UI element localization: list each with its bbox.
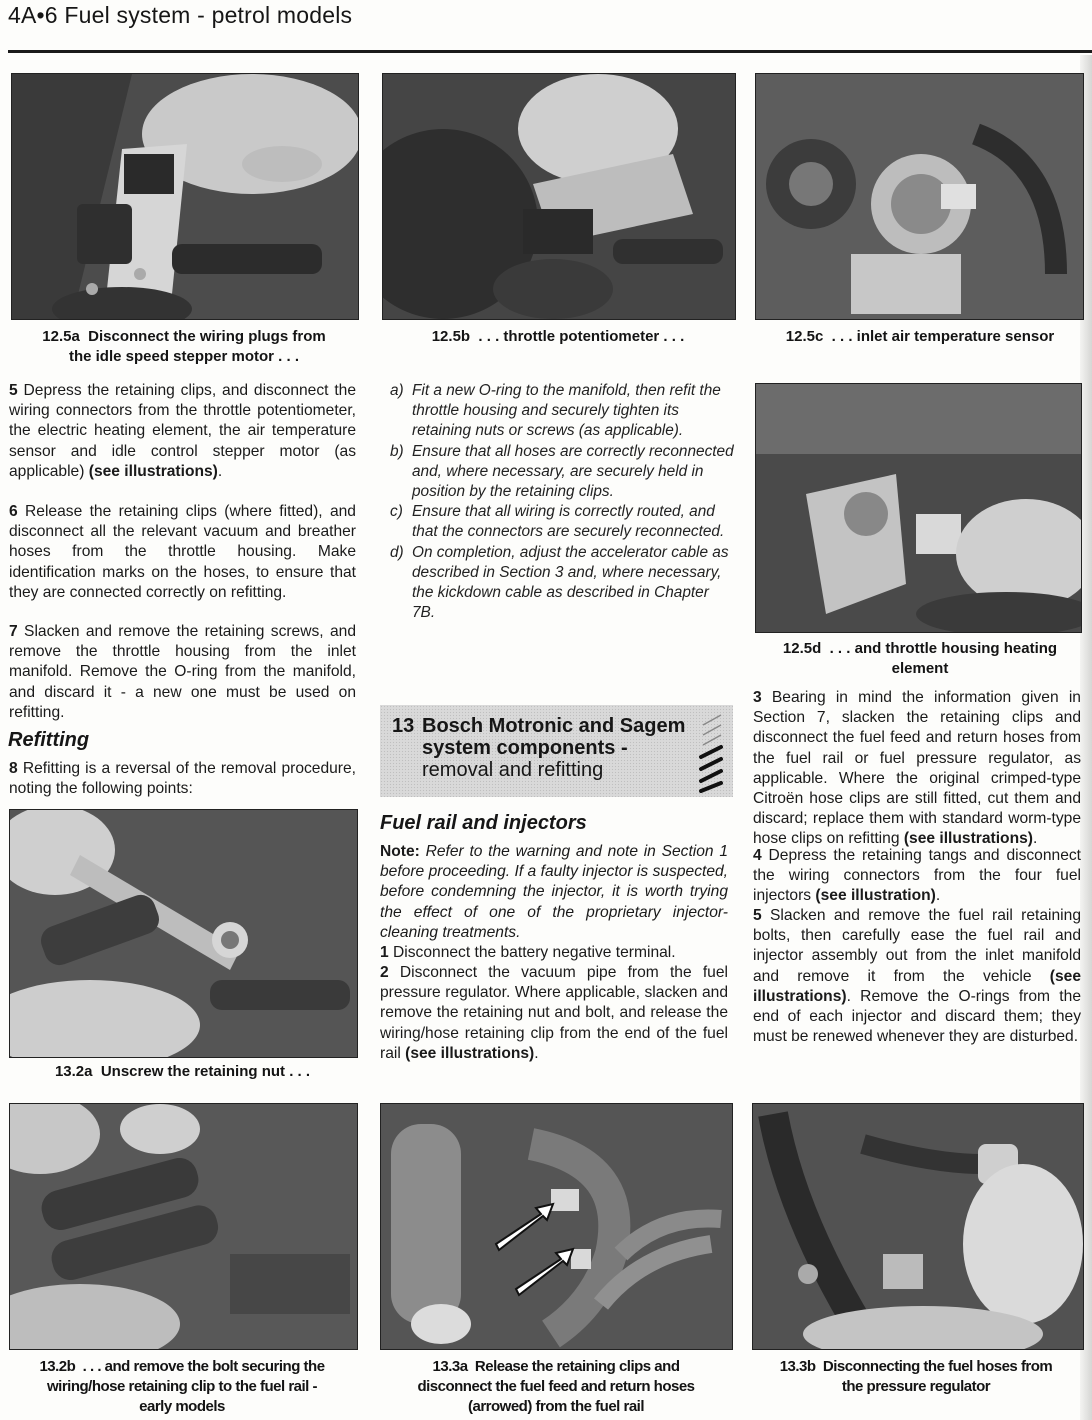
paragraph-5-col3	[753, 906, 1081, 1047]
section-13-heading-box	[380, 705, 733, 797]
list-text: Ensure that all wiring is correctly routed, and that the connectors are securely reconnected.	[412, 503, 725, 541]
step-text: Depress the retaining clips, and disconnect the wiring connectors from the throttle potentiometer, the electric heating element, the air temperature sensor and idle control stepper motor (as applicable)	[9, 382, 356, 480]
section-title-line: system components -	[422, 737, 628, 759]
step-text: Disconnect the battery negative terminal.	[393, 944, 676, 961]
punctuation: .	[1032, 830, 1038, 848]
list-label: c)	[390, 503, 403, 521]
caption-12-5c	[755, 327, 1085, 347]
spanner-difficulty-icon	[697, 711, 727, 793]
engine-photo-icon	[753, 1104, 1083, 1349]
caption-number: 12.5a	[42, 328, 80, 345]
step-text: Release the retaining clips (where fitted), and disconnect all the relevant vacuum and breather hoses from the throttle housing. Make identification marks on the hoses, to ensure that they are connected correctly on refitting.	[9, 503, 356, 601]
caption-13-3b	[750, 1357, 1082, 1397]
step-number: 2	[380, 964, 389, 981]
paragraph-5-col1	[9, 381, 356, 482]
caption-text: early models	[139, 1398, 225, 1415]
engine-photo-icon	[383, 74, 735, 319]
paragraph-4-col3	[753, 846, 1081, 907]
section-title-line: removal and refitting	[422, 759, 604, 781]
caption-number: 13.2b	[39, 1358, 76, 1375]
caption-13-2a	[9, 1062, 356, 1082]
caption-number: 12.5b	[431, 328, 471, 345]
caption-text: . . . and remove the bolt securing the	[82, 1358, 325, 1375]
step-number: 4	[753, 847, 762, 864]
section-title-line: Bosch Motronic and Sagem	[422, 715, 686, 737]
illustration-reference: (see illustration)	[815, 887, 936, 905]
caption-text: . . . inlet air temperature sensor	[831, 328, 1055, 345]
illustration-reference: (see illustrations)	[88, 462, 218, 480]
caption-text: (arrowed) from the fuel rail	[467, 1398, 645, 1415]
caption-12-5b	[382, 327, 734, 347]
caption-text: wiring/hose retaining clip to the fuel rail -	[46, 1378, 318, 1395]
paragraph-8-col1	[9, 759, 356, 799]
caption-text: disconnect the fuel feed and return hoses	[417, 1378, 695, 1395]
photo-13-3b	[752, 1103, 1084, 1350]
step-number: 5	[9, 382, 18, 399]
photo-12-5b	[382, 73, 736, 320]
step-text: Bearing in mind the information given in Section 7, slacken the retaining clips and disconnect the fuel feed and return hoses from the fuel rail or fuel pressure regulator, as applicable. Where the original crimped-type Citroën hose clips are still fitted, cut them and discard; replace them with standard worm-type hose clips on refitting	[753, 689, 1081, 848]
list-text: Ensure that all hoses are correctly reconnected and, where necessary, are securely held in position by the retaining clips.	[412, 442, 734, 501]
engine-photo-icon	[12, 74, 358, 319]
caption-text: the pressure regulator	[841, 1378, 991, 1395]
step-number: 8	[9, 760, 18, 777]
step-number: 3	[753, 689, 762, 706]
caption-number: 12.5d	[782, 640, 822, 657]
caption-text: Disconnect the wiring plugs from	[88, 328, 326, 345]
caption-number: 13.2a	[54, 1063, 93, 1080]
photo-12-5d	[755, 383, 1082, 633]
punctuation: .	[217, 462, 223, 480]
paragraph-6-col1	[9, 502, 356, 603]
engine-photo-icon	[10, 810, 357, 1057]
step-text: Slacken and remove the retaining screws, and remove the throttle housing from the inlet manifold. Remove the O-ring from the manifold, and discard it - a new one must be used on refitting.	[9, 623, 356, 721]
caption-12-5d	[755, 639, 1085, 679]
illustration-reference: (see illustrations)	[405, 1044, 535, 1062]
illustration-reference: (see illustrations)	[903, 830, 1033, 848]
caption-13-2b	[4, 1357, 360, 1417]
note-label: Note:	[380, 843, 420, 860]
caption-text: . . . and throttle housing heating	[829, 640, 1058, 657]
caption-13-3a	[374, 1357, 738, 1417]
engine-photo-icon	[756, 74, 1083, 319]
step-number: 7	[9, 623, 18, 640]
engine-photo-icon	[756, 384, 1081, 632]
list-item	[390, 442, 735, 503]
step-text: Depress the retaining tangs and disconnect the wiring connectors from the four fuel injectors	[753, 847, 1081, 905]
header-rule	[8, 50, 1092, 53]
list-item	[390, 543, 735, 624]
step-text: Slacken and remove the fuel rail retaining bolts, then carefully ease the fuel rail and injector assembly out from the inlet manifold and remove it from the vehicle	[753, 907, 1081, 985]
list-item	[390, 502, 735, 542]
photo-12-5c	[755, 73, 1084, 320]
page-header-title: 4A•6 Fuel system - petrol models	[8, 2, 353, 28]
list-item	[390, 381, 735, 442]
fuel-rail-heading: Fuel rail and injectors	[380, 812, 587, 834]
list-label: d)	[390, 543, 404, 561]
caption-12-5a	[11, 327, 357, 367]
caption-text: . . . throttle potentiometer . . .	[478, 328, 685, 345]
list-text: On completion, adjust the accelerator cable as described in Section 3 and, where necessary, the kickdown cable as described in Chapter 7B.	[412, 543, 729, 622]
note-paragraph	[380, 842, 728, 943]
photo-13-2a	[9, 809, 358, 1058]
step-text-continued: . Remove the O-rings from the end of each injector and discard them; they must be renewed whenever they are disturbed.	[753, 987, 1081, 1046]
caption-text: the idle speed stepper motor . . .	[68, 348, 300, 365]
illustration-reference: (see illustrations)	[753, 967, 1081, 1005]
caption-number: 12.5c	[785, 328, 824, 345]
step-number: 1	[380, 944, 389, 961]
engine-photo-icon	[10, 1104, 357, 1349]
step-number: 5	[753, 907, 762, 924]
photo-12-5a	[11, 73, 359, 320]
step-number: 6	[9, 503, 18, 520]
caption-text: Release the retaining clips and	[474, 1358, 680, 1375]
step-text: Refitting is a reversal of the removal procedure, noting the following points:	[9, 760, 356, 798]
refitting-points-list	[390, 381, 735, 623]
paragraph-1-col2	[380, 943, 728, 963]
engine-photo-icon	[381, 1104, 732, 1349]
caption-number: 13.3a	[432, 1358, 468, 1375]
punctuation: .	[534, 1044, 539, 1062]
paragraph-3-col3	[753, 688, 1081, 850]
list-label: a)	[390, 382, 404, 399]
photo-13-3a	[380, 1103, 733, 1350]
paragraph-2-col2	[380, 963, 728, 1064]
list-label: b)	[390, 442, 404, 460]
section-title	[422, 715, 692, 781]
refitting-heading: Refitting	[8, 729, 90, 751]
photo-13-2b	[9, 1103, 358, 1350]
step-text: Disconnect the vacuum pipe from the fuel pressure regulator. Where applicable, slacken and remove the retaining nut and bolt, and release the wiring/hose retaining clip from the end of the fuel rail	[380, 964, 728, 1062]
paragraph-7-col1	[9, 622, 356, 723]
caption-number: 13.3b	[779, 1358, 816, 1375]
caption-text: Unscrew the retaining nut . . .	[100, 1063, 311, 1080]
caption-text: element	[891, 660, 949, 677]
caption-text: Disconnecting the fuel hoses from	[822, 1358, 1053, 1375]
list-text: Fit a new O-ring to the manifold, then refit the throttle housing and securely tighten its retaining nuts or screws (as applicable).	[412, 382, 721, 440]
punctuation: .	[935, 887, 941, 905]
section-number: 13	[392, 715, 415, 737]
note-text: Refer to the warning and note in Section 1 before proceeding. If a faulty injector is suspected, before condemning the injector, it is worth trying the effect of one of the proprietary injector-cleaning treatments.	[380, 843, 728, 941]
